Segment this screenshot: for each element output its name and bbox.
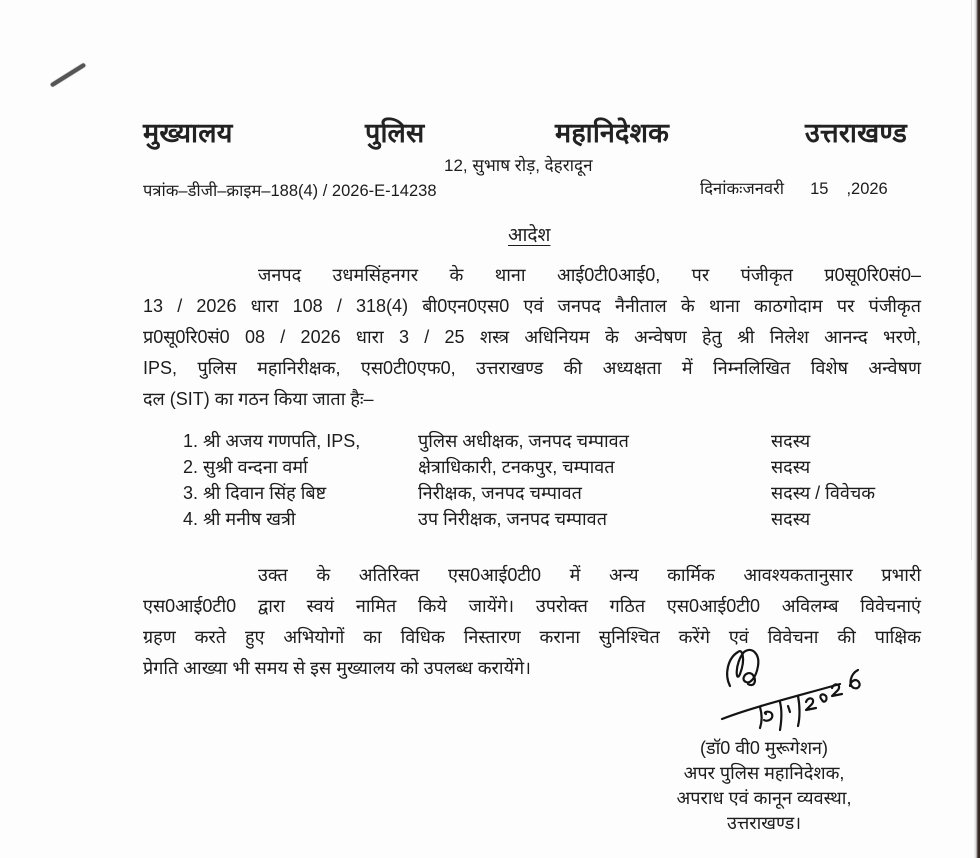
member-role: सदस्य [771,457,811,477]
signature-block [630,736,898,836]
header-word-uttarakhand: उत्तराखण्ड [805,118,908,148]
order-paragraph-1 [143,260,921,415]
member-name: 3. श्री दिवान सिंह बिष्ट [183,483,327,503]
member-name: 1. श्री अजय गणपति, IPS, [183,431,361,451]
member-post: क्षेत्राधिकारी, टनकपुर, चम्पावत [418,457,615,477]
reference-number: पत्रांक–डीजी–क्राइम–188(4) / 2026-E-14238 [143,182,437,200]
member-role: सदस्य [771,509,811,529]
member-role: सदस्य [771,431,811,451]
date-label: दिनांकःजनवरी [700,180,785,198]
date-day: 15 [810,180,829,198]
paragraph-line: दल (SIT) का गठन किया जाता हैः– [143,389,374,409]
signatory-name: (डॉ0 वी0 मुरूगेशन) [699,738,829,758]
member-post: उप निरीक्षक, जनपद चम्पावत [418,509,607,529]
pen-mark [50,63,86,88]
signatory-department: अपराध एवं कानून व्यवस्था, [676,788,852,808]
paragraph-line: प्रेगति आख्या भी समय से इस मुख्यालय को उपलब्ध करायेंगे। [143,658,531,678]
handwritten-signature-icon [700,644,880,739]
paragraph-line: एस0आई0टी0 द्वारा स्वयं नामित किये जायेंगे। उपरोक्त गठित एस0आई0टी0 अविलम्ब विवेचनाएं [143,596,921,616]
paragraph-line: 13 / 2026 धारा 108 / 318(4) बी0एन0एस0 एवं जनपद नैनीताल के थाना काठगोदाम पर पंजीकृत [143,296,921,316]
document-date [700,176,888,199]
header-word-police: पुलिस [365,118,425,148]
paragraph-line: ग्रहण करते हुए अभियोगों का विधिक निस्तारण कराना सुनिश्चित करेंगे एवं विवेचना की पाक्षिक [143,627,921,647]
page-fold-line [971,0,972,560]
header-word-director-general: महानिदेशक [555,118,670,148]
date-year: ,2026 [846,180,888,198]
order-title: आदेश [508,225,551,246]
page-edge-shadow [974,0,980,858]
paragraph-line: जनपद उधमसिंहनगर के थाना आई0टी0आई0, पर पंजीकृत प्र0सू0रि0सं0– [258,265,921,285]
member-post: निरीक्षक, जनपद चम्पावत [418,483,582,503]
signatory-state: उत्तराखण्ड। [726,813,802,833]
paragraph-line: उक्त के अतिरिक्त एस0आई0टी0 में अन्य कार्मिक आवश्यकतानुसार प्रभारी [258,565,921,585]
signatory-designation: अपर पुलिस महानिदेशक, [683,763,845,783]
member-role: सदस्य / विवेचक [771,483,876,503]
member-name: 2. सुश्री वन्दना वर्मा [183,457,308,477]
member-name: 4. श्री मनीष खत्री [183,509,296,529]
member-post: पुलिस अधीक्षक, जनपद चम्पावत [418,431,629,451]
paragraph-line: प्र0सू0रि0सं0 08 / 2026 धारा 3 / 25 शस्त्र अधिनियम के अन्वेषण हेतु श्री निलेश आनन्द भरणे, [143,327,921,347]
paragraph-line: IPS, पुलिस महानिरीक्षक, एस0टी0एफ0, उत्तराखण्ड की अध्यक्षता में निम्नलिखित विशेष अन्वेषण [143,358,921,378]
header-address: 12, सुभाष रोड़, देहरादून [444,156,593,175]
header-word-headquarters: मुख्यालय [143,118,233,148]
